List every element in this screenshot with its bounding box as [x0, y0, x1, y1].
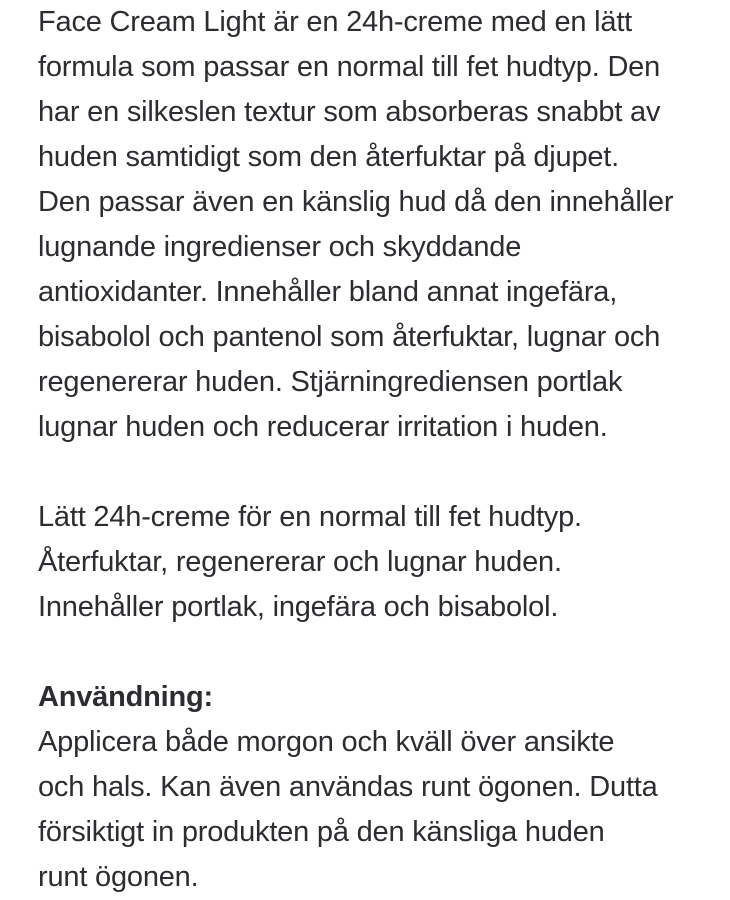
- summary-line: Innehåller portlak, ingefära och bisabolol.: [38, 591, 559, 623]
- usage-line: runt ögonen.: [38, 861, 199, 893]
- usage-line: försiktigt in produkten på den känsliga huden: [38, 816, 605, 848]
- description-line: lugnande ingredienser och skyddande: [38, 231, 522, 263]
- usage-heading: Användning:: [38, 681, 214, 713]
- usage-line: och hals. Kan även användas runt ögonen. Dutta: [38, 771, 658, 803]
- description-line: lugnar huden och reducerar irritation i huden.: [38, 411, 608, 443]
- description-line: huden samtidigt som den återfuktar på djupet.: [38, 141, 620, 173]
- usage-section: [38, 675, 710, 900]
- description-paragraph-summary: [38, 495, 710, 630]
- usage-line: Applicera både morgon och kväll över ansikte: [38, 726, 615, 758]
- description-line: har en silkeslen textur som absorberas snabbt av: [38, 96, 661, 128]
- summary-line: Lätt 24h-creme för en normal till fet hudtyp.: [38, 501, 582, 533]
- description-line: Den passar även en känslig hud då den innehåller: [38, 186, 674, 218]
- summary-line: Återfuktar, regenererar och lugnar huden.: [38, 546, 562, 578]
- description-line: formula som passar en normal till fet hudtyp. Den: [38, 51, 661, 83]
- description-line: antioxidanter. Innehåller bland annat ingefära,: [38, 276, 618, 308]
- description-line: Face Cream Light är en 24h-creme med en lätt: [38, 6, 633, 38]
- description-line: regenererar huden. Stjärningrediensen portlak: [38, 366, 623, 398]
- description-line: bisabolol och pantenol som återfuktar, lugnar och: [38, 321, 661, 353]
- description-paragraph-main: [38, 0, 710, 450]
